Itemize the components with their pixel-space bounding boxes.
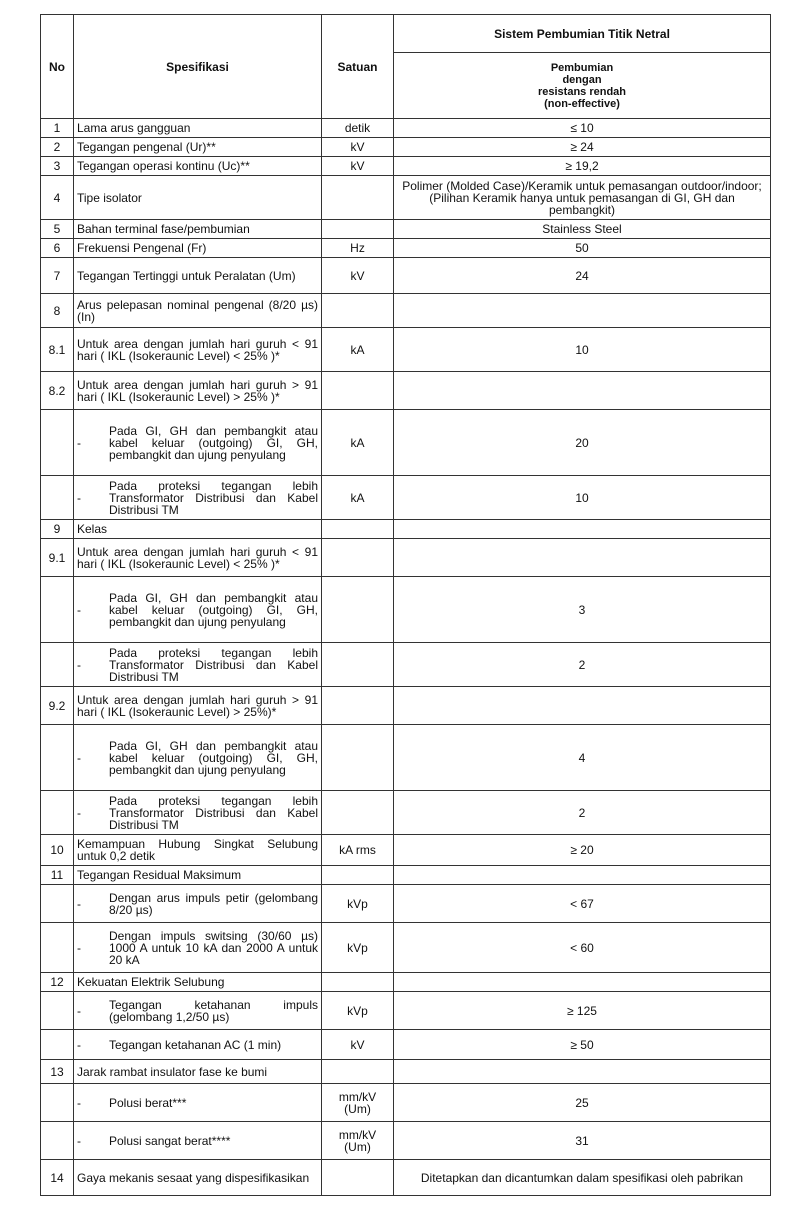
table-row bbox=[41, 973, 771, 992]
row-spec bbox=[74, 992, 322, 1030]
row-spec bbox=[74, 923, 322, 973]
row-number: 9.1 bbox=[41, 539, 74, 577]
row-value: 25 bbox=[394, 1084, 771, 1122]
row-spec: Bahan terminal fase/pembumian bbox=[74, 220, 322, 239]
row-number: 14 bbox=[41, 1160, 74, 1196]
dash-marker: - bbox=[77, 657, 81, 672]
table-row bbox=[41, 520, 771, 539]
row-unit bbox=[322, 687, 394, 725]
row-number: 4 bbox=[41, 176, 74, 220]
row-number: 13 bbox=[41, 1060, 74, 1084]
table-row bbox=[41, 176, 771, 220]
table-row bbox=[41, 866, 771, 885]
row-value: ≥ 50 bbox=[394, 1030, 771, 1060]
sub-item bbox=[77, 1039, 318, 1051]
row-spec bbox=[74, 791, 322, 835]
row-number: 5 bbox=[41, 220, 74, 239]
row-number: 9 bbox=[41, 520, 74, 539]
row-value: Polimer (Molded Case)/Keramik untuk pemasangan outdoor/indoor; (Pilihan Keramik hanya untuk pemasangan di GI, GH dan pembangkit) bbox=[394, 176, 771, 220]
row-number bbox=[41, 410, 74, 476]
row-unit: kVp bbox=[322, 992, 394, 1030]
table-row bbox=[41, 687, 771, 725]
header-spec: Spesifikasi bbox=[74, 15, 322, 119]
table-row bbox=[41, 157, 771, 176]
row-number bbox=[41, 1122, 74, 1160]
row-spec: Gaya mekanis sesaat yang dispesifikasikan bbox=[74, 1160, 322, 1196]
row-spec bbox=[74, 885, 322, 923]
row-value: 2 bbox=[394, 791, 771, 835]
sub-item-text: Pada proteksi tegangan lebih Transformator Distribusi dan Kabel Distribusi TM bbox=[109, 478, 318, 517]
table-row bbox=[41, 1160, 771, 1196]
header-system: Sistem Pembumian Titik Netral bbox=[394, 15, 771, 53]
sub-item-text: Dengan impuls switsing (30/60 µs) 1000 A untuk 10 kA dan 2000 A untuk 20 kA bbox=[109, 928, 318, 967]
row-number bbox=[41, 992, 74, 1030]
header-no: No bbox=[41, 15, 74, 119]
row-value bbox=[394, 1060, 771, 1084]
row-unit bbox=[322, 973, 394, 992]
row-number: 2 bbox=[41, 138, 74, 157]
sub-item-text: Polusi berat*** bbox=[109, 1095, 187, 1110]
row-value: Ditetapkan dan dicantumkan dalam spesifikasi oleh pabrikan bbox=[394, 1160, 771, 1196]
row-spec bbox=[74, 1122, 322, 1160]
dash-marker: - bbox=[77, 1037, 81, 1052]
table-row bbox=[41, 1030, 771, 1060]
row-value: < 67 bbox=[394, 885, 771, 923]
row-number: 8 bbox=[41, 294, 74, 328]
row-spec: Tipe isolator bbox=[74, 176, 322, 220]
row-value bbox=[394, 372, 771, 410]
row-spec: Frekuensi Pengenal (Fr) bbox=[74, 239, 322, 258]
row-unit bbox=[322, 220, 394, 239]
table-row bbox=[41, 577, 771, 643]
table-row bbox=[41, 643, 771, 687]
row-number: 8.1 bbox=[41, 328, 74, 372]
row-value: Stainless Steel bbox=[394, 220, 771, 239]
row-value: 10 bbox=[394, 328, 771, 372]
row-number: 11 bbox=[41, 866, 74, 885]
row-spec: Untuk area dengan jumlah hari guruh > 91 hari ( IKL (Isokeraunic Level) > 25% )* bbox=[74, 372, 322, 410]
table-row bbox=[41, 138, 771, 157]
row-unit bbox=[322, 791, 394, 835]
sub-item bbox=[77, 1135, 318, 1147]
row-number bbox=[41, 725, 74, 791]
row-value bbox=[394, 973, 771, 992]
row-value bbox=[394, 687, 771, 725]
row-spec bbox=[74, 577, 322, 643]
row-unit: kA bbox=[322, 476, 394, 520]
header-value-text: Pembumian dengan resistans rendah (non-effective) bbox=[537, 61, 627, 110]
row-number bbox=[41, 1084, 74, 1122]
specification-table bbox=[40, 14, 771, 1196]
row-unit: kA bbox=[322, 328, 394, 372]
table-row bbox=[41, 410, 771, 476]
row-spec bbox=[74, 1030, 322, 1060]
row-spec: Untuk area dengan jumlah hari guruh < 91 hari ( IKL (Isokeraunic Level) < 25% )* bbox=[74, 539, 322, 577]
row-spec: Kekuatan Elektrik Selubung bbox=[74, 973, 322, 992]
table-row bbox=[41, 1060, 771, 1084]
row-number: 12 bbox=[41, 973, 74, 992]
table-row bbox=[41, 328, 771, 372]
row-unit: kA bbox=[322, 410, 394, 476]
row-value: ≥ 24 bbox=[394, 138, 771, 157]
row-number bbox=[41, 643, 74, 687]
sub-item bbox=[77, 740, 318, 776]
row-number: 6 bbox=[41, 239, 74, 258]
dash-marker: - bbox=[77, 896, 81, 911]
sub-item-text: Pada GI, GH dan pembangkit atau kabel keluar (outgoing) GI, GH, pembangkit dan ujung penyulang bbox=[109, 738, 318, 777]
row-value: ≥ 125 bbox=[394, 992, 771, 1030]
row-spec: Tegangan Residual Maksimum bbox=[74, 866, 322, 885]
sub-item bbox=[77, 647, 318, 683]
row-number: 3 bbox=[41, 157, 74, 176]
row-value: < 60 bbox=[394, 923, 771, 973]
row-value: 3 bbox=[394, 577, 771, 643]
row-unit: kV bbox=[322, 1030, 394, 1060]
row-value: ≥ 20 bbox=[394, 835, 771, 866]
row-spec: Tegangan pengenal (Ur)** bbox=[74, 138, 322, 157]
table-row bbox=[41, 220, 771, 239]
dash-marker: - bbox=[77, 490, 81, 505]
row-unit: detik bbox=[322, 119, 394, 138]
row-value bbox=[394, 294, 771, 328]
row-spec: Untuk area dengan jumlah hari guruh < 91 hari ( IKL (Isokeraunic Level) < 25% )* bbox=[74, 328, 322, 372]
row-unit bbox=[322, 520, 394, 539]
table-row bbox=[41, 258, 771, 294]
table-row bbox=[41, 1084, 771, 1122]
row-value: 20 bbox=[394, 410, 771, 476]
row-spec bbox=[74, 1084, 322, 1122]
row-value: 2 bbox=[394, 643, 771, 687]
dash-marker: - bbox=[77, 940, 81, 955]
table-row bbox=[41, 923, 771, 973]
row-unit bbox=[322, 643, 394, 687]
row-spec bbox=[74, 643, 322, 687]
row-value: 50 bbox=[394, 239, 771, 258]
row-unit: mm/kV (Um) bbox=[322, 1122, 394, 1160]
row-number: 7 bbox=[41, 258, 74, 294]
sub-item-text: Pada proteksi tegangan lebih Transformator Distribusi dan Kabel Distribusi TM bbox=[109, 793, 318, 832]
row-number: 8.2 bbox=[41, 372, 74, 410]
row-spec: Tegangan Tertinggi untuk Peralatan (Um) bbox=[74, 258, 322, 294]
dash-marker: - bbox=[77, 435, 81, 450]
row-unit: kV bbox=[322, 138, 394, 157]
table-body bbox=[41, 119, 771, 1196]
row-spec bbox=[74, 410, 322, 476]
row-spec: Untuk area dengan jumlah hari guruh > 91 hari ( IKL (Isokeraunic Level) > 25%)* bbox=[74, 687, 322, 725]
row-spec: Kelas bbox=[74, 520, 322, 539]
row-value: 24 bbox=[394, 258, 771, 294]
row-unit bbox=[322, 577, 394, 643]
row-unit: Hz bbox=[322, 239, 394, 258]
sub-item-text: Tegangan ketahanan impuls (gelombang 1,2/50 µs) bbox=[109, 997, 318, 1024]
row-unit bbox=[322, 372, 394, 410]
row-unit bbox=[322, 725, 394, 791]
sub-item-text: Polusi sangat berat**** bbox=[109, 1133, 231, 1148]
row-unit bbox=[322, 176, 394, 220]
row-value bbox=[394, 520, 771, 539]
row-number bbox=[41, 885, 74, 923]
table-row bbox=[41, 885, 771, 923]
sub-item bbox=[77, 480, 318, 516]
row-value: 4 bbox=[394, 725, 771, 791]
row-value: 10 bbox=[394, 476, 771, 520]
row-number: 1 bbox=[41, 119, 74, 138]
sub-item-text: Pada GI, GH dan pembangkit atau kabel keluar (outgoing) GI, GH, pembangkit dan ujung penyulang bbox=[109, 590, 318, 629]
row-unit: kA rms bbox=[322, 835, 394, 866]
dash-marker: - bbox=[77, 1133, 81, 1148]
row-number bbox=[41, 476, 74, 520]
row-unit: kVp bbox=[322, 923, 394, 973]
row-unit: mm/kV (Um) bbox=[322, 1084, 394, 1122]
dash-marker: - bbox=[77, 602, 81, 617]
table-row bbox=[41, 791, 771, 835]
row-spec: Kemampuan Hubung Singkat Selubung untuk 0,2 detik bbox=[74, 835, 322, 866]
table-row bbox=[41, 239, 771, 258]
row-unit bbox=[322, 866, 394, 885]
sub-item-text: Dengan arus impuls petir (gelombang 8/20 µs) bbox=[109, 890, 318, 917]
row-number bbox=[41, 1030, 74, 1060]
table-row bbox=[41, 725, 771, 791]
row-number bbox=[41, 923, 74, 973]
sub-item bbox=[77, 425, 318, 461]
row-unit bbox=[322, 294, 394, 328]
row-number bbox=[41, 791, 74, 835]
row-unit bbox=[322, 539, 394, 577]
table-row bbox=[41, 1122, 771, 1160]
row-value bbox=[394, 539, 771, 577]
dash-marker: - bbox=[77, 1003, 81, 1018]
row-spec: Arus pelepasan nominal pengenal (8/20 µs) (In) bbox=[74, 294, 322, 328]
sub-item bbox=[77, 1097, 318, 1109]
row-value: 31 bbox=[394, 1122, 771, 1160]
row-value bbox=[394, 866, 771, 885]
table-row bbox=[41, 294, 771, 328]
row-number: 9.2 bbox=[41, 687, 74, 725]
row-unit: kVp bbox=[322, 885, 394, 923]
row-unit bbox=[322, 1160, 394, 1196]
sub-item bbox=[77, 592, 318, 628]
row-number: 10 bbox=[41, 835, 74, 866]
row-value: ≥ 19,2 bbox=[394, 157, 771, 176]
sub-item bbox=[77, 892, 318, 916]
sub-item bbox=[77, 999, 318, 1023]
row-spec: Tegangan operasi kontinu (Uc)** bbox=[74, 157, 322, 176]
row-unit bbox=[322, 1060, 394, 1084]
row-number bbox=[41, 577, 74, 643]
table-row bbox=[41, 476, 771, 520]
dash-marker: - bbox=[77, 1095, 81, 1110]
table-row bbox=[41, 992, 771, 1030]
table-row bbox=[41, 119, 771, 138]
table-row bbox=[41, 835, 771, 866]
row-spec bbox=[74, 725, 322, 791]
sub-item-text: Pada proteksi tegangan lebih Transformator Distribusi dan Kabel Distribusi TM bbox=[109, 645, 318, 684]
dash-marker: - bbox=[77, 750, 81, 765]
table-row bbox=[41, 372, 771, 410]
dash-marker: - bbox=[77, 805, 81, 820]
row-spec: Lama arus gangguan bbox=[74, 119, 322, 138]
header-unit: Satuan bbox=[322, 15, 394, 119]
sub-item bbox=[77, 795, 318, 831]
row-value: ≤ 10 bbox=[394, 119, 771, 138]
row-unit: kV bbox=[322, 157, 394, 176]
sub-item-text: Pada GI, GH dan pembangkit atau kabel keluar (outgoing) GI, GH, pembangkit dan ujung penyulang bbox=[109, 423, 318, 462]
sub-item-text: Tegangan ketahanan AC (1 min) bbox=[109, 1037, 282, 1052]
row-unit: kV bbox=[322, 258, 394, 294]
table-row bbox=[41, 539, 771, 577]
row-spec bbox=[74, 476, 322, 520]
sub-item bbox=[77, 930, 318, 966]
header-value-column bbox=[394, 53, 771, 119]
row-spec: Jarak rambat insulator fase ke bumi bbox=[74, 1060, 322, 1084]
